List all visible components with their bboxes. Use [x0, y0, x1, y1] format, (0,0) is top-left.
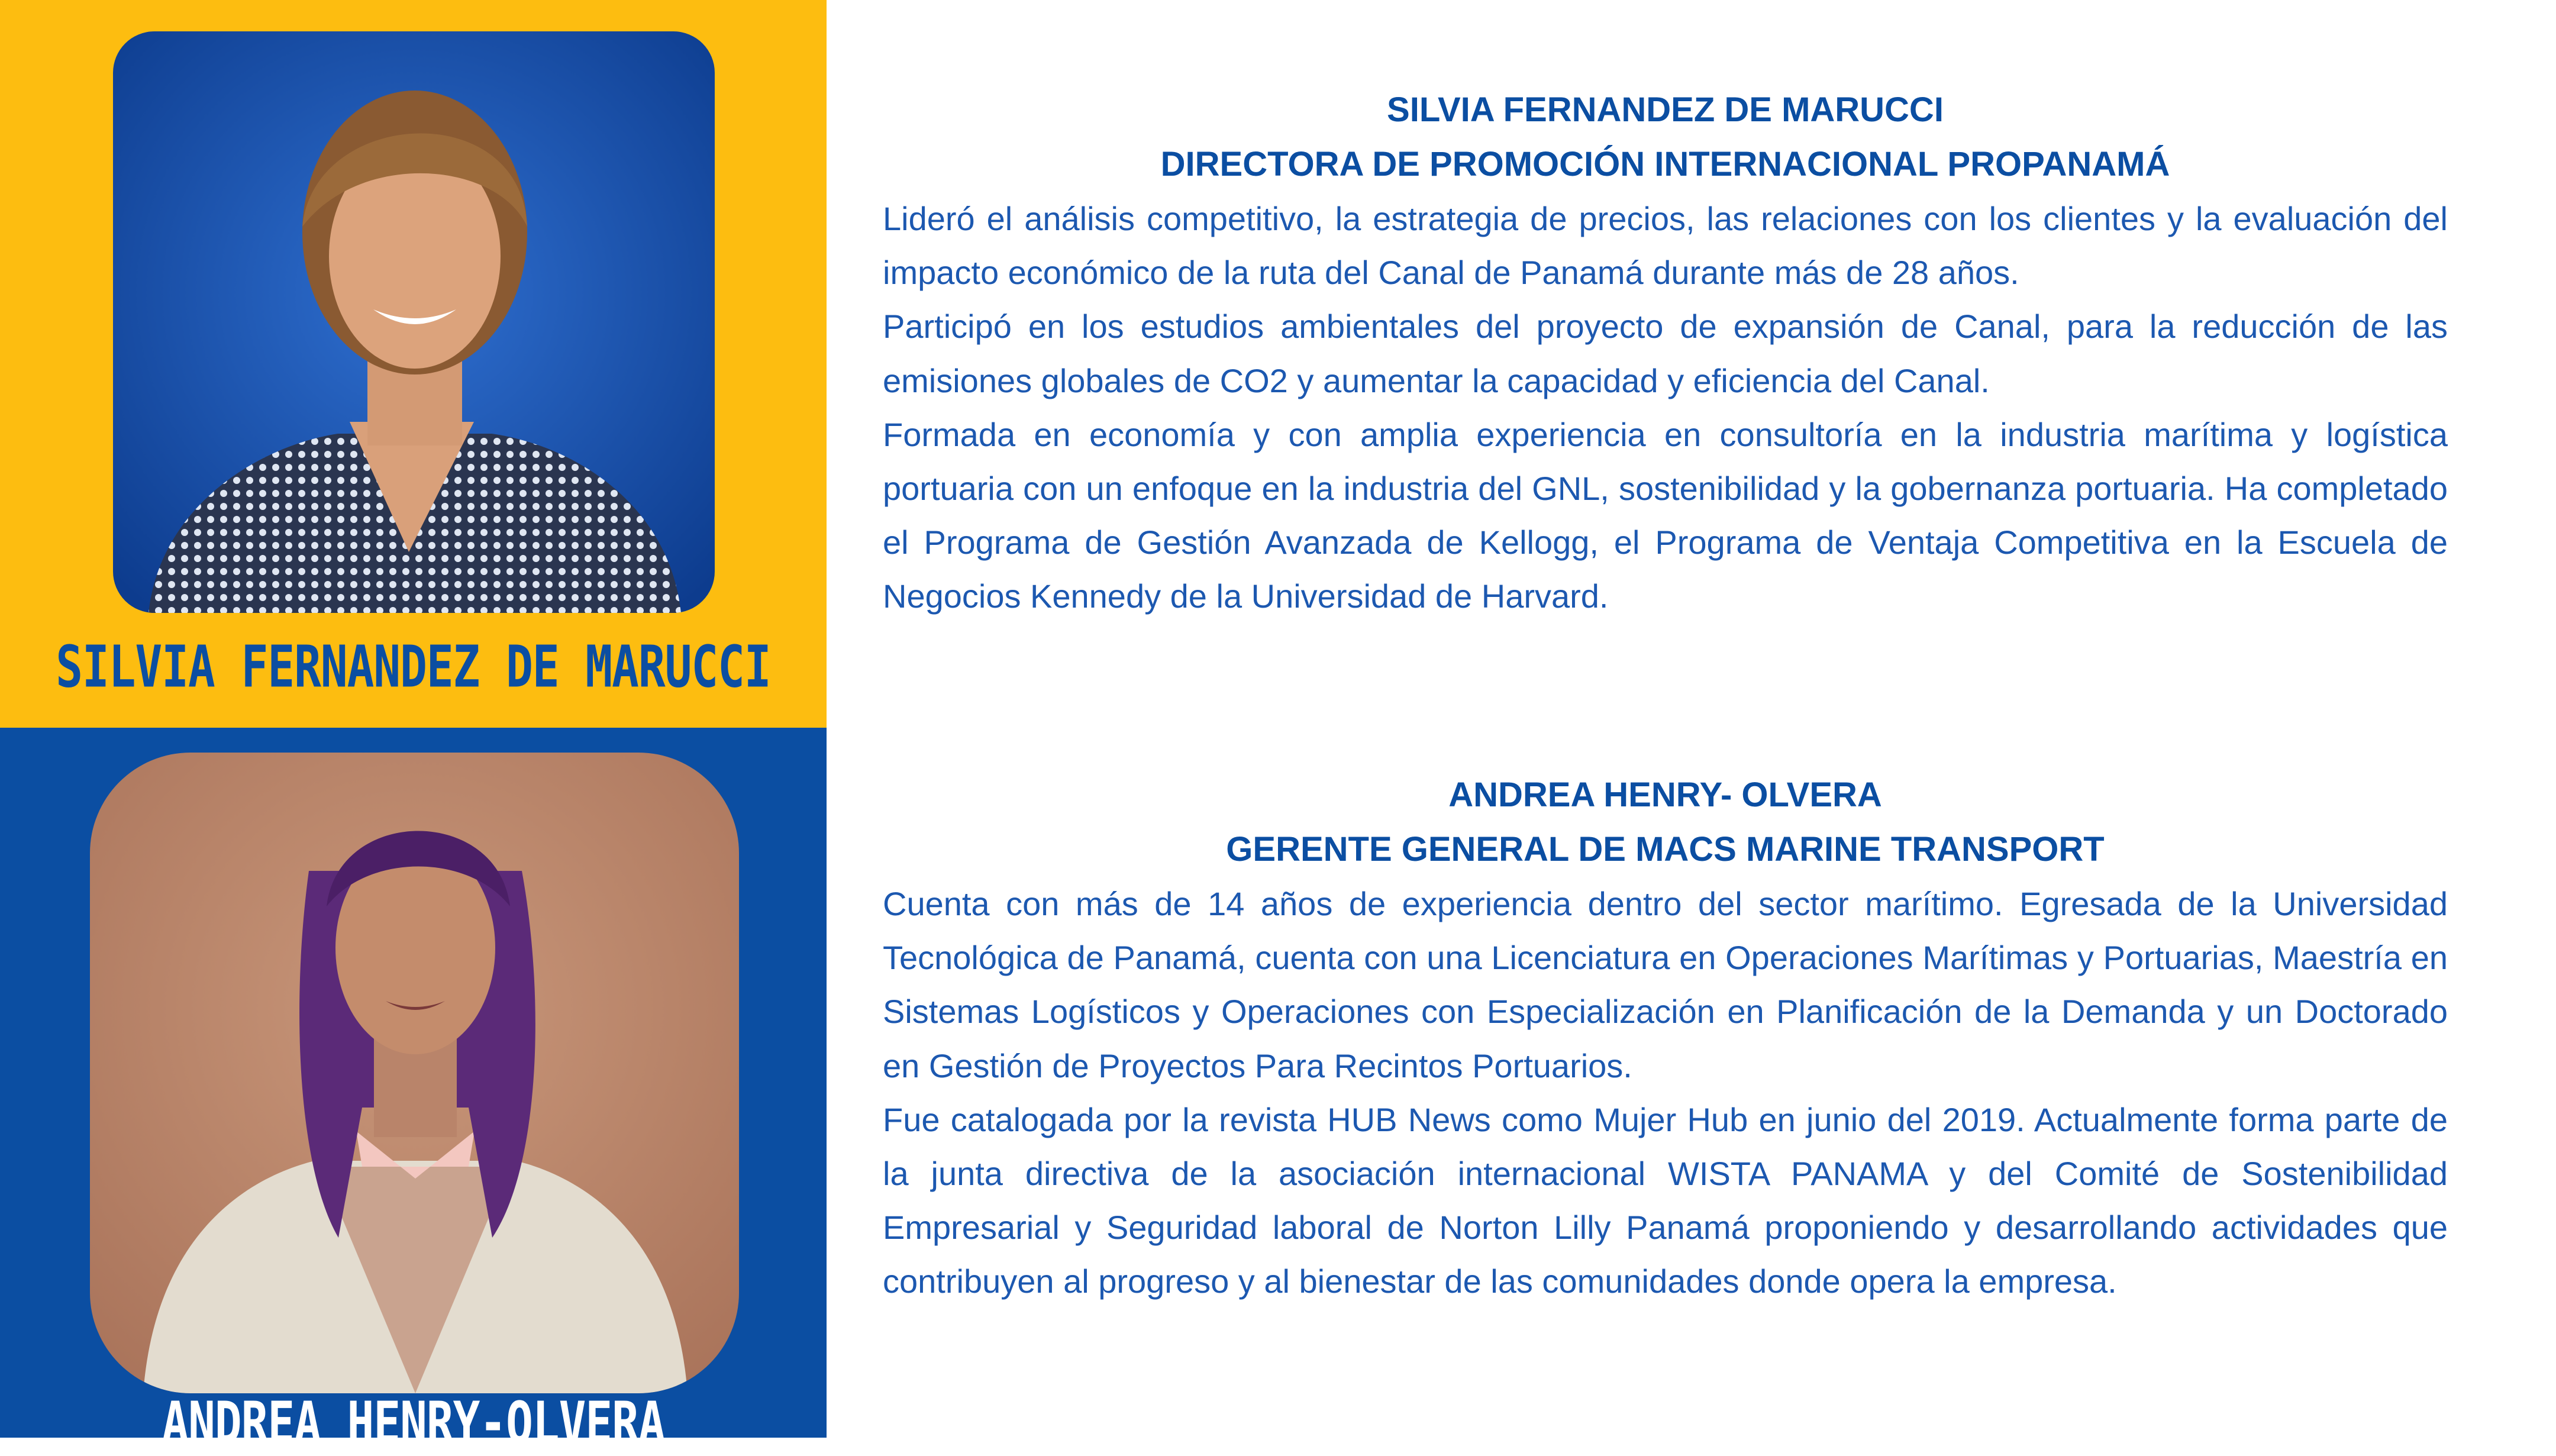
speaker-1-paragraph: Participó en los estudios ambientales del proyecto de expansión de Canal, para la reducción de las emisiones globales de CO2 y aumentar la capacidad y eficiencia del Canal. [883, 308, 2448, 399]
speaker-1-bio [883, 83, 2448, 624]
speaker-1-caption: SILVIA FERNANDEZ DE MARUCCI [56, 632, 771, 700]
speaker-2-paragraph: Cuenta con más de 14 años de experiencia dentro del sector marítimo. Egresada de la Universidad Tecnológica de Panamá, cuenta con una Licenciatura en Operaciones Marítimas y Portuarias, Maestría en Sistemas Logísticos y Operaciones con Especialización en Planificación de la Demanda y un Doctorado en Gestión de Proyectos Para Recintos Portuarios. [883, 885, 2448, 1084]
speaker-1-name: SILVIA FERNANDEZ DE MARUCCI [1387, 91, 1944, 129]
speaker-2-name: ANDREA HENRY- OLVERA [1448, 776, 1882, 814]
speaker-1-paragraph: Formada en economía y con amplia experiencia en consultoría en la industria marítima y logística portuaria con un enfoque en la industria del GNL, sostenibilidad y la gobernanza portuaria. Ha completado el Programa de Gestión Avanzada de Kellogg, el Programa de Ventaja Competitiva en la Escuela de Negocios Kennedy de la Universidad de Harvard. [883, 415, 2448, 615]
speaker-2-photo [90, 753, 739, 1393]
speaker-2-paragraph: Fue catalogada por la revista HUB News como Mujer Hub en junio del 2019. Actualmente forma parte de la junta directiva de la asociación internacional WISTA PANAMA y del Comité de Sostenibilidad Empresarial y Seguridad laboral de Norton Lilly Panamá proponiendo y desarrollando actividades que contribuyen al progreso y al bienestar de las comunidades donde opera la empresa. [883, 1100, 2448, 1300]
speaker-2-bio [883, 768, 2448, 1309]
speaker-2-caption: ANDREA HENRY-OLVERA [162, 1389, 665, 1456]
speaker-1-photo [113, 31, 715, 613]
speaker-2-role: GERENTE GENERAL DE MACS MARINE TRANSPORT [1226, 830, 2105, 869]
speaker-1-role: DIRECTORA DE PROMOCIÓN INTERNACIONAL PROPANAMÁ [1160, 145, 2170, 183]
speaker-1-paragraph: Lideró el análisis competitivo, la estrategia de precios, las relaciones con los clientes y la evaluación del impacto económico de la ruta del Canal de Panamá durante más de 28 años. [883, 200, 2448, 292]
